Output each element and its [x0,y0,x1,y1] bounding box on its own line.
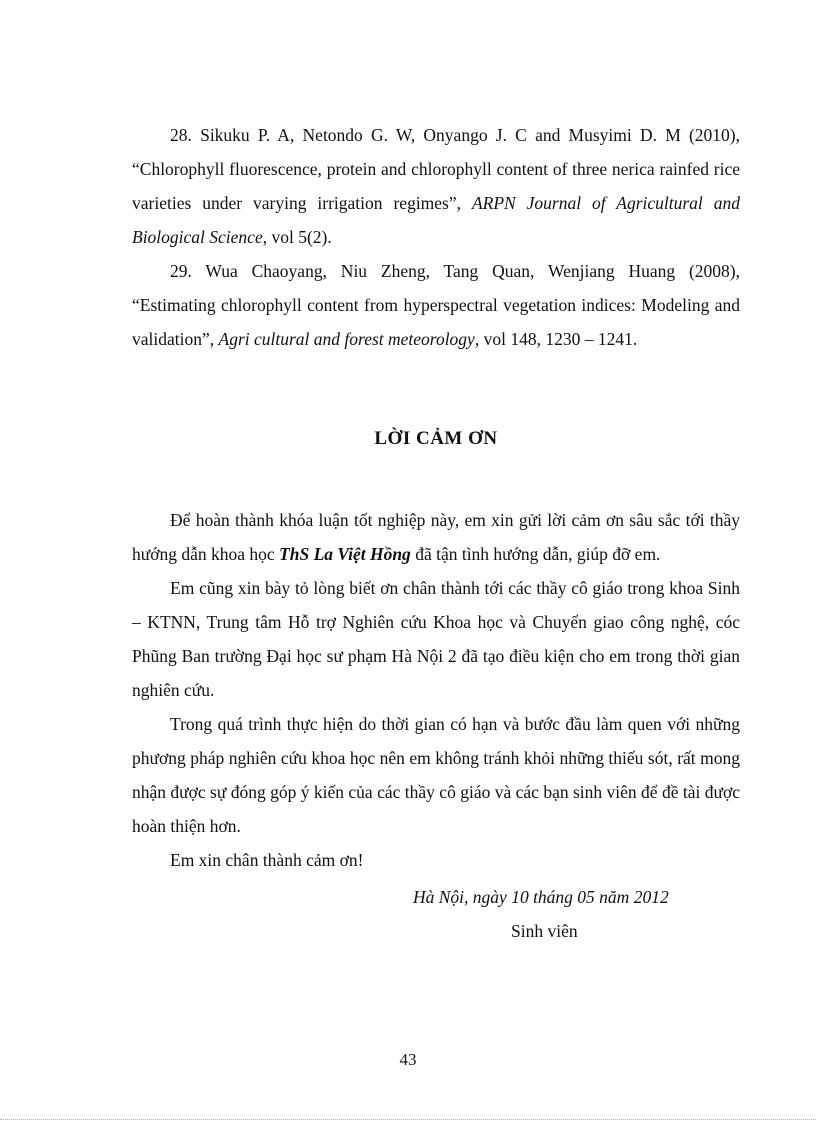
signoff-role: Sinh viên [511,921,578,941]
ack-paragraph-text: đã tận tình hướng dẫn, giúp đỡ em. [410,544,661,564]
page-bottom-border [0,1119,816,1120]
ack-paragraph-1 [132,503,740,571]
signoff-date: Hà Nội, ngày 10 tháng 05 năm 2012 [413,887,669,907]
reference-list [132,118,740,356]
signoff-block [413,880,669,948]
ack-paragraph-2: Em cũng xin bày tỏ lòng biết ơn chân thành tới các thầy cô giáo trong khoa Sinh – KTNN, Trung tâm Hỗ trợ Nghiên cứu Khoa học và Chuyển giao công nghệ, cóc Phũng Ban trường Đại học sư phạm Hà Nội 2 đã tạo điều kiện cho em trong thời gian nghiên cứu. [132,578,740,700]
advisor-name: ThS La Việt Hồng [279,544,411,564]
ack-paragraph-4: Em xin chân thành cảm ơn! [170,850,364,870]
reference-journal: Agri cultural and forest meteorology [218,329,475,349]
reference-tail: , vol 148, 1230 – 1241. [474,329,638,349]
reference-text: 29. Wua Chaoyang, Niu Zheng, Tang Quan, Wenjiang Huang (2008), “Estimating chlorophyll content from hyperspectral vegetation indices: Modeling and validation”, [132,261,740,349]
page-number: 43 [399,1050,417,1069]
ack-paragraph-text: Để hoàn thành khóa luận tốt nghiệp này, em xin gửi lời cảm ơn sâu sắc tới thầy hướng dẫn khoa học [132,510,740,564]
section-title: LỜI CẢM ƠN [374,428,498,449]
ack-paragraph-3: Trong quá trình thực hiện do thời gian có hạn và bước đầu làm quen với những phương pháp nghiên cứu khoa học nên em không tránh khỏi những thiếu sót, rất mong nhận được sự đóng góp ý kiến của các thầy cô giáo và các bạn sinh viên để đề tài được hoàn thiện hơn. [132,714,740,836]
acknowledgement-body [132,503,740,877]
reference-item-28 [132,118,740,254]
reference-item-29 [132,254,740,356]
reference-tail: , vol 5(2). [262,227,332,247]
reference-journal: ARPN Journal of Agricultural and Biological Science [132,193,740,247]
reference-text: 28. Sikuku P. A, Netondo G. W, Onyango J. C and Musyimi D. M (2010), “Chlorophyll fluorescence, protein and chlorophyll content of three nerica rainfed rice varieties under varying irrigation regimes”, [132,125,740,213]
